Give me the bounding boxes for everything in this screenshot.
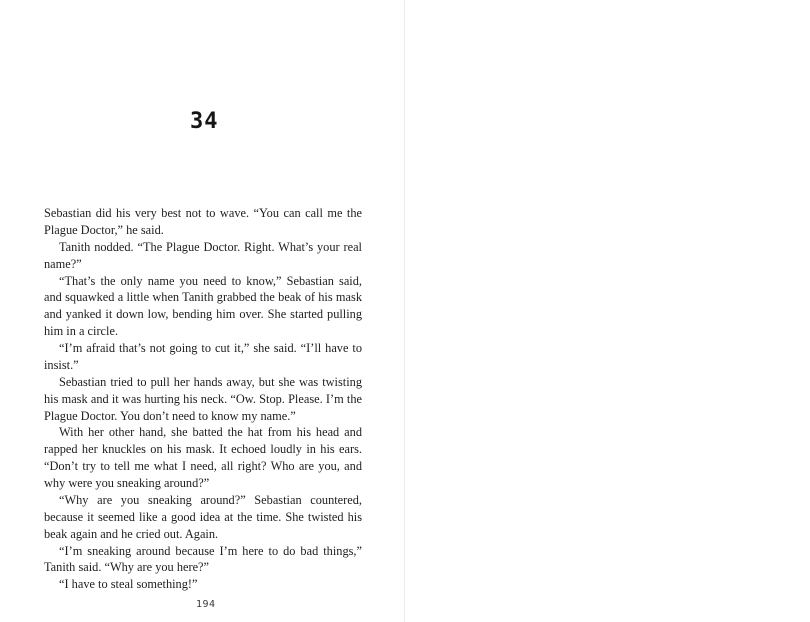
paragraph: Tanith nodded. “The Plague Doctor. Right. What’s your real name?” xyxy=(44,239,362,271)
paragraph: “Why are you sneaking around?” Sebastian countered, because it seemed like a good idea at the time. She twisted his beak again and he cried out. Again. xyxy=(44,492,362,541)
chapter-number: 34 xyxy=(190,109,219,134)
paragraph: “I have to steal something!” xyxy=(59,577,198,592)
left-page-text xyxy=(44,205,362,593)
right-page xyxy=(405,0,810,622)
paragraph: Sebastian tried to pull her hands away, but she was twisting his mask and it was hurting his neck. “Ow. Stop. Please. I’m the Plague Doctor. You don’t need to know my name.” xyxy=(44,374,362,423)
page-number-left: 194 xyxy=(196,599,216,610)
paragraph: With her other hand, she batted the hat from his head and rapped her knuckles on his mask. It echoed loudly in his ears. “Don’t try to tell me what I need, all right? Who are you, and why were you sneaking around?” xyxy=(44,425,362,490)
paragraph: “I’m afraid that’s not going to cut it,” she said. “I’ll have to insist.” xyxy=(44,341,362,372)
paragraph: “I’m sneaking around because I’m here to do bad things,” Tanith said. “Why are you here?” xyxy=(44,543,362,575)
paragraph: “That’s the only name you need to know,” Sebastian said, and squawked a little when Tanith grabbed the beak of his mask and yanked it down low, bending him over. She started pulling him in a circle. xyxy=(44,273,362,339)
paragraph: Sebastian did his very best not to wave. “You can call me the Plague Doctor,” he said. xyxy=(44,206,362,237)
